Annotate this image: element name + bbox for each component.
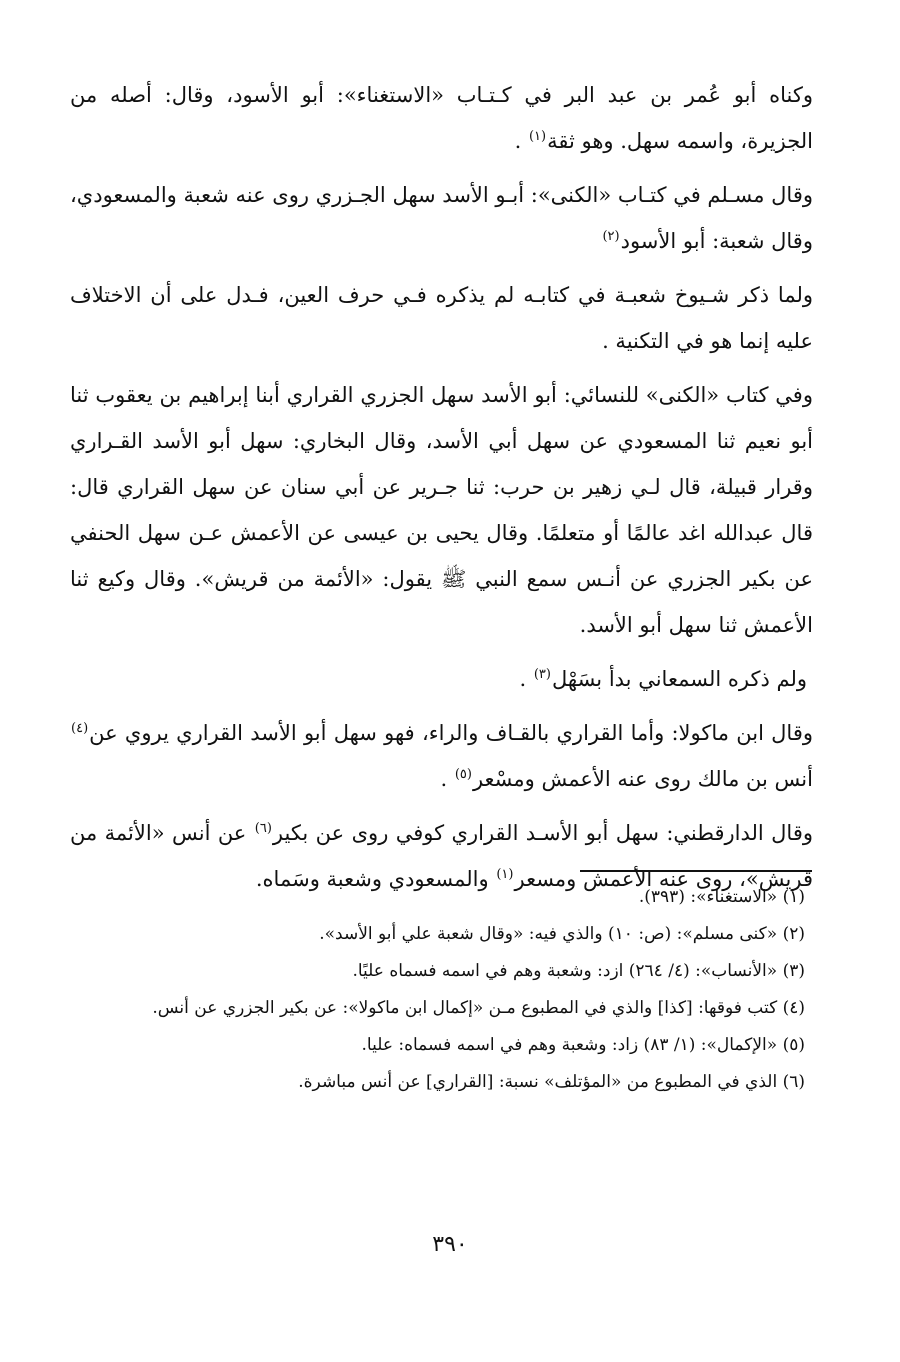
footnote-item: (٤) كتب فوقها: [كذا] والذي في المطبوع مـن «إكمال ابن ماكولا»: عن بكير الجزري عن أنس. bbox=[152, 998, 805, 1018]
paragraph-text: وقال مسـلم في كتـاب «الكنى»: أبـو الأسد سهل الجـزري روى عنه شعبة والمسعودي، وقال شعبة: أبو الأسود bbox=[70, 183, 813, 253]
footnote-marker: (١) bbox=[496, 867, 514, 882]
main-text bbox=[70, 72, 813, 910]
footnote-item: (٢) «كنى مسلم»: (ص: ١٠) والذي فيه: «وقال شعبة علي أبو الأسد». bbox=[319, 924, 805, 944]
paragraph-text: والمسعودي وشعبة وسَماه. bbox=[255, 867, 496, 891]
paragraph-text: . bbox=[440, 767, 454, 791]
paragraph-text: ولما ذكر شـيوخ شعبـة في كتابـه لم يذكره فـي حرف العين، فـدل على أن الاختلاف عليه إنما هو في التكنية . bbox=[70, 283, 813, 353]
paragraph-text: . bbox=[519, 667, 533, 691]
footnote-item: (١) «الاستغناء»: (٣٩٣). bbox=[638, 887, 805, 907]
paragraph bbox=[70, 172, 813, 264]
footnote-marker: (٤) bbox=[71, 721, 89, 736]
paragraph-text: أنس بن مالك روى عنه الأعمش ومسْعر bbox=[472, 767, 813, 791]
footnote-item: (٦) الذي في المطبوع من «المؤتلف» نسبة: [القراري] عن أنس مباشرة. bbox=[298, 1072, 805, 1092]
paragraph bbox=[70, 656, 813, 702]
footnote-item: (٥) «الإكمال»: (١/ ٨٣) زاد: وشعبة وهم في اسمه فسماه: عليا. bbox=[361, 1035, 805, 1055]
footnote-separator bbox=[580, 870, 812, 872]
paragraph bbox=[70, 72, 813, 164]
footnote-item: (٣) «الأنساب»: (٤/ ٢٦٤) ازد: وشعبة وهم في اسمه فسماه عليًا. bbox=[352, 961, 805, 981]
footnote-marker: (٥) bbox=[454, 767, 472, 782]
footnote-marker: (٦) bbox=[254, 821, 272, 836]
footnote-marker: (١) bbox=[528, 129, 547, 144]
page-number: ٣٩٠ bbox=[432, 1232, 468, 1257]
footnote-marker: (٣) bbox=[533, 667, 551, 682]
paragraph bbox=[70, 272, 813, 364]
paragraph-text: ولم ذكره السمعاني بدأ بسَهْل bbox=[551, 667, 807, 691]
paragraph-text: وقال الدارقطني: سهل أبو الأسـد القراري كوفي روى عن بكير bbox=[272, 821, 813, 845]
paragraph-text: وكناه أبو عُمر بن عبد البر في كـتـاب «الاستغناء»: أبو الأسود، وقال: أصله من الجزيرة، واسمه سهل. وهو ثقة bbox=[70, 83, 813, 153]
footnote-marker: (٢) bbox=[602, 229, 620, 244]
paragraph bbox=[70, 372, 813, 648]
paragraph-text: . bbox=[514, 129, 528, 153]
paragraph-text: عن أنس «الأئمة من قريش»، روى عنه الأعمش ومسعر bbox=[70, 821, 813, 891]
paragraph-text: وقال ابن ماكولا: وأما القراري بالقـاف والراء، فهو سهل أبو الأسد القراري يروي عن bbox=[89, 721, 813, 745]
paragraph-text: وفي كتاب «الكنى» للنسائي: أبو الأسد سهل الجزري القراري أبنا إبراهيم بن يعقوب ثنا أبو نعيم ثنا المسعودي عن سهل أبي الأسد، وقال البخاري: سهل أبو الأسد القـراري وقرار قبيلة، قال لـي زهير بن حرب: ثنا جـرير عن أبي سنان عن سهل القراري قال: قال عبدالله اغد عالمًا أو متعلمًا. وقال يحيى بن عيسى عن الأعمش عـن سهل الحنفي عن بكير الجزري عن أنـس سمع النبي ﷺ يقول: «الأئمة من قريش». وقال وكيع ثنا الأعمش ثنا سهل أبو الأسد. bbox=[70, 383, 813, 637]
footnotes bbox=[70, 880, 805, 1102]
paragraph bbox=[70, 710, 813, 802]
